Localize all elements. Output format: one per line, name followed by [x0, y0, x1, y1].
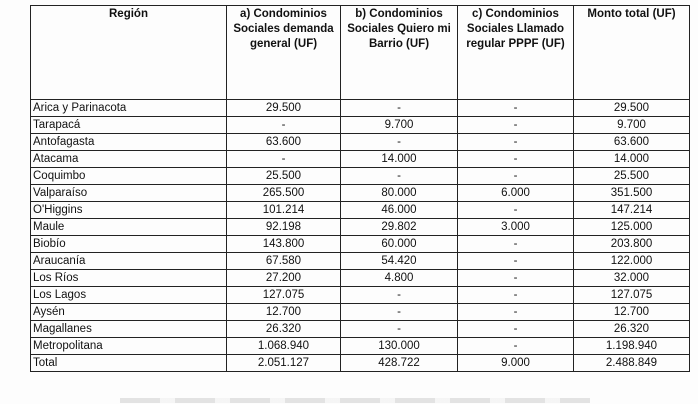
value-cell: 29.500: [227, 100, 341, 117]
scan-artifact: [120, 398, 590, 403]
region-cell: Los Lagos: [31, 287, 227, 304]
value-cell: 29.802: [341, 219, 458, 236]
table-row: [31, 219, 690, 236]
value-cell: -: [458, 151, 574, 168]
value-cell: 54.420: [341, 253, 458, 270]
value-cell: 265.500: [227, 185, 341, 202]
table-row: [31, 236, 690, 253]
table-row: [31, 117, 690, 134]
value-cell: -: [458, 321, 574, 338]
region-cell: Arica y Parinacota: [31, 100, 227, 117]
region-cell: O'Higgins: [31, 202, 227, 219]
region-cell: Araucanía: [31, 253, 227, 270]
region-cell: Coquimbo: [31, 168, 227, 185]
value-cell: 4.800: [341, 270, 458, 287]
value-cell: 12.700: [574, 304, 690, 321]
value-cell: -: [227, 151, 341, 168]
region-cell: Antofagasta: [31, 134, 227, 151]
value-cell: -: [458, 100, 574, 117]
value-cell: 60.000: [341, 236, 458, 253]
value-cell: -: [458, 117, 574, 134]
value-cell: 27.200: [227, 270, 341, 287]
value-cell: 428.722: [341, 355, 458, 372]
value-cell: -: [458, 253, 574, 270]
table-row: [31, 168, 690, 185]
total-row: [31, 355, 690, 372]
value-cell: 2.488.849: [574, 355, 690, 372]
table-row: [31, 338, 690, 355]
table-row: [31, 151, 690, 168]
value-cell: 9.700: [341, 117, 458, 134]
value-cell: 143.800: [227, 236, 341, 253]
value-cell: 14.000: [574, 151, 690, 168]
value-cell: 32.000: [574, 270, 690, 287]
value-cell: -: [458, 287, 574, 304]
region-cell: Biobío: [31, 236, 227, 253]
value-cell: 12.700: [227, 304, 341, 321]
region-cell: Total: [31, 355, 227, 372]
header-row: [31, 6, 690, 100]
funding-table: [30, 5, 690, 372]
value-cell: 147.214: [574, 202, 690, 219]
value-cell: -: [458, 168, 574, 185]
value-cell: -: [458, 338, 574, 355]
value-cell: 203.800: [574, 236, 690, 253]
region-cell: Magallanes: [31, 321, 227, 338]
value-cell: -: [458, 134, 574, 151]
table-row: [31, 202, 690, 219]
table-row: [31, 185, 690, 202]
value-cell: -: [458, 270, 574, 287]
header-region: Región: [31, 6, 227, 100]
value-cell: 9.700: [574, 117, 690, 134]
table-row: [31, 321, 690, 338]
value-cell: 127.075: [227, 287, 341, 304]
value-cell: -: [341, 287, 458, 304]
header-demanda-general: a) Condominios Sociales demanda general (UF): [227, 6, 341, 100]
value-cell: 2.051.127: [227, 355, 341, 372]
value-cell: 9.000: [458, 355, 574, 372]
value-cell: -: [458, 304, 574, 321]
table-row: [31, 287, 690, 304]
value-cell: 1.198.940: [574, 338, 690, 355]
table-row: [31, 253, 690, 270]
value-cell: 101.214: [227, 202, 341, 219]
table-row: [31, 100, 690, 117]
value-cell: 351.500: [574, 185, 690, 202]
value-cell: 26.320: [574, 321, 690, 338]
header-llamado-regular: c) Condominios Sociales Llamado regular PPPF (UF): [458, 6, 574, 100]
value-cell: 29.500: [574, 100, 690, 117]
region-cell: Maule: [31, 219, 227, 236]
region-cell: Valparaíso: [31, 185, 227, 202]
value-cell: -: [341, 134, 458, 151]
region-cell: Aysén: [31, 304, 227, 321]
value-cell: 25.500: [574, 168, 690, 185]
value-cell: 3.000: [458, 219, 574, 236]
table-row: [31, 304, 690, 321]
value-cell: 130.000: [341, 338, 458, 355]
header-monto-total: Monto total (UF): [574, 6, 690, 100]
value-cell: 63.600: [574, 134, 690, 151]
value-cell: 92.198: [227, 219, 341, 236]
value-cell: 6.000: [458, 185, 574, 202]
region-cell: Los Ríos: [31, 270, 227, 287]
header-quiero-mi-barrio: b) Condominios Sociales Quiero mi Barrio (UF): [341, 6, 458, 100]
value-cell: 67.580: [227, 253, 341, 270]
region-cell: Metropolitana: [31, 338, 227, 355]
table-body: [31, 100, 690, 372]
value-cell: 127.075: [574, 287, 690, 304]
value-cell: -: [341, 100, 458, 117]
value-cell: 1.068.940: [227, 338, 341, 355]
value-cell: -: [341, 321, 458, 338]
value-cell: -: [458, 202, 574, 219]
value-cell: 14.000: [341, 151, 458, 168]
value-cell: -: [341, 304, 458, 321]
value-cell: -: [458, 236, 574, 253]
value-cell: -: [341, 168, 458, 185]
table-row: [31, 134, 690, 151]
value-cell: 122.000: [574, 253, 690, 270]
value-cell: 125.000: [574, 219, 690, 236]
value-cell: 80.000: [341, 185, 458, 202]
value-cell: 26.320: [227, 321, 341, 338]
table-row: [31, 270, 690, 287]
value-cell: 25.500: [227, 168, 341, 185]
value-cell: 63.600: [227, 134, 341, 151]
value-cell: 46.000: [341, 202, 458, 219]
region-cell: Atacama: [31, 151, 227, 168]
value-cell: -: [227, 117, 341, 134]
region-cell: Tarapacá: [31, 117, 227, 134]
